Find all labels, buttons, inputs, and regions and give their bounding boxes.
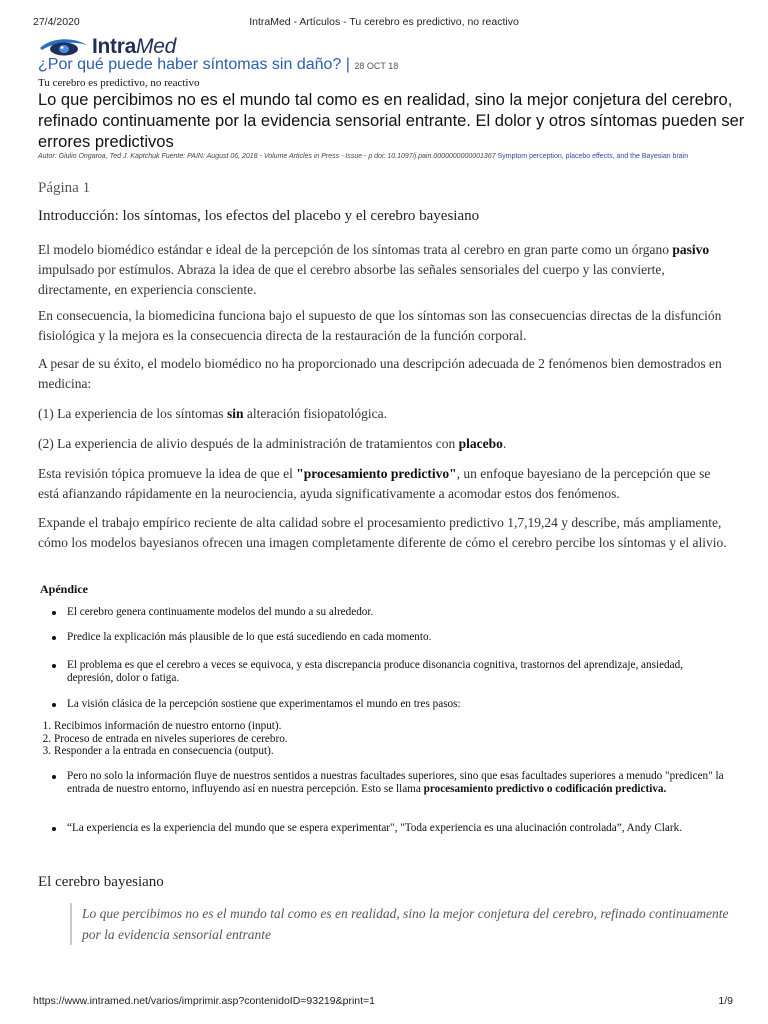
print-url: https://www.intramed.net/varios/imprimir.asp?contenidoID=93219&print=1	[33, 995, 376, 1007]
list-item	[38, 745, 288, 758]
page-label: Página 1	[38, 180, 91, 196]
appendix-bullet	[52, 631, 732, 644]
eye-logo-icon	[38, 37, 88, 57]
article-subtitle: Tu cerebro es predictivo, no reactivo	[38, 77, 200, 89]
bold-text: "procesamiento predictivo"	[296, 466, 457, 481]
bullet-text: Predice la explicación más plausible de lo que está sucediendo en cada momento.	[67, 631, 432, 643]
paragraph-3: A pesar de su éxito, el modelo biomédico no ha proporcionado una descripción adecuada de 2 fenómenos bien demostrados en medicina:	[38, 356, 722, 391]
bold-text: placebo	[458, 436, 503, 451]
paragraph-2: En consecuencia, la biomedicina funciona bajo el supuesto de que los síntomas son las consecuencias directas de la disfunción fisiológica y la mejora es la consecuencia directa de la restauración de la función corporal.	[38, 308, 722, 343]
step-text: Responder a la entrada en consecuencia (output).	[54, 745, 274, 757]
paragraph-text: (1) La experiencia de los síntomas	[38, 406, 227, 421]
paragraph-7: Expande el trabajo empírico reciente de alta calidad sobre el procesamiento predictivo 1,7,19,24 y describe, más ampliamente, cómo los modelos bayesianos ofrecen una imagen completamente diferente de cómo el cerebro percibe los síntomas y el alivio.	[38, 515, 727, 550]
step-number: 2.	[42, 732, 51, 745]
appendix-bullet	[52, 770, 732, 796]
paragraph-5	[38, 434, 733, 454]
paragraph-text: El modelo biomédico estándar e ideal de la percepción de los síntomas trata al cerebro en gran parte como un órgano	[38, 242, 673, 257]
paragraph-4	[38, 404, 733, 424]
appendix-bullet	[52, 698, 732, 711]
print-date: 27/4/2020	[33, 16, 80, 28]
bullet-text	[67, 770, 732, 796]
bullet-text: La visión clásica de la percepción sostiene que experimentamos el mundo en tres pasos:	[67, 698, 461, 710]
step-number: 1.	[42, 720, 51, 732]
article-headline	[38, 56, 398, 74]
appendix-title: Apéndice	[40, 582, 88, 596]
logo-intra-text: Intra	[92, 35, 137, 58]
appendix-bullet	[52, 822, 732, 835]
author-source: Autor: Giulio Ongaroa, Ted J. Kaptchuk Fuente: PAIN: August 06, 2018 - Volume Articles in Press - Issue - p doi: 10.1097/j.pain.0000000000001367	[38, 153, 496, 160]
paragraph-text: Esta revisión tópica promueve la idea de que el	[38, 466, 297, 481]
paragraph-6	[38, 464, 733, 504]
print-page-title: IntraMed - Artículos - Tu cerebro es predictivo, no reactivo	[249, 16, 519, 28]
paragraph-1	[38, 240, 733, 300]
bold-text: procesamiento predictivo o codificación predictiva.	[423, 783, 667, 795]
paragraph-text: , un enfoque bayesiano de la percepción que se está afianzando rápidamente en la neurociencia, ayuda significativamente a acomodar estos dos fenómenos.	[38, 466, 711, 501]
print-page-number: 1/9	[718, 995, 733, 1007]
topics-link[interactable]: Symptom perception, placebo effects, and the Bayesian brain	[497, 153, 689, 160]
bayesian-heading: El cerebro bayesiano	[38, 874, 164, 890]
blockquote: Lo que percibimos no es el mundo tal como es en realidad, sino la mejor conjetura del cerebro, refinado continuamente por la evidencia sensorial entrante	[70, 903, 732, 945]
headline-link[interactable]: ¿Por qué puede haber síntomas sin daño?	[38, 56, 342, 73]
bold-text: sin	[226, 406, 244, 421]
bullet-text: El problema es que el cerebro a veces se equivoca, y esta discrepancia produce disonancia cognitiva, trastornos del aprendizaje, ansiedad, depresión, dolor o fatiga.	[67, 659, 683, 684]
step-text: Proceso de entrada en niveles superiores de cerebro.	[54, 732, 288, 745]
appendix-bullet	[52, 606, 732, 619]
bullet-text: “La experiencia es la experiencia del mundo que se espera experimentar", "Toda experiencia es una alucinación controlada”, Andy Clark.	[67, 822, 682, 834]
bullet-text-part: Pero no solo la información fluye de nuestros sentidos a nuestras facultades superiores, sino que esas facultades superiores a menudo "predicen" la entrada de nuestro entorno, influyendo así en nuestra percepción. Esto se llama	[67, 770, 724, 795]
paragraph-text: impulsado por estímulos. Abraza la idea de que el cerebro absorbe las señales sensoriales del cuerpo y las convierte, directamente, en experiencia consciente.	[38, 262, 665, 297]
bold-text: pasivo	[672, 242, 710, 257]
step-number: 3.	[42, 745, 51, 757]
paragraph-text: alteración fisiopatológica.	[243, 406, 388, 421]
logo-med-text: Med	[136, 35, 176, 58]
paragraph-text: (2) La experiencia de alivio después de la administración de tratamientos con	[38, 436, 459, 451]
print-header	[0, 16, 768, 30]
paragraph-text: .	[502, 436, 507, 451]
article-meta	[38, 152, 728, 162]
intro-heading: Introducción: los síntomas, los efectos del placebo y el cerebro bayesiano	[38, 208, 480, 224]
list-item	[38, 720, 288, 733]
headline-date: 28 OCT 18	[354, 61, 399, 71]
step-text: Recibimos información de nuestro entorno (input).	[54, 720, 282, 732]
steps-list	[38, 720, 288, 758]
intramed-logo[interactable]	[38, 36, 176, 58]
article-lead: Lo que percibimos no es el mundo tal como es en realidad, sino la mejor conjetura del cerebro, refinado continuamente por la evidencia sensorial entrante. El dolor y otros síntomas pueden ser errores predictivos	[38, 91, 745, 151]
appendix-bullet	[52, 659, 732, 685]
list-item	[38, 733, 288, 746]
bullet-text: El cerebro genera continuamente modelos del mundo a su alrededor.	[67, 606, 374, 618]
headline-separator: |	[345, 56, 350, 73]
print-footer	[0, 995, 768, 1009]
